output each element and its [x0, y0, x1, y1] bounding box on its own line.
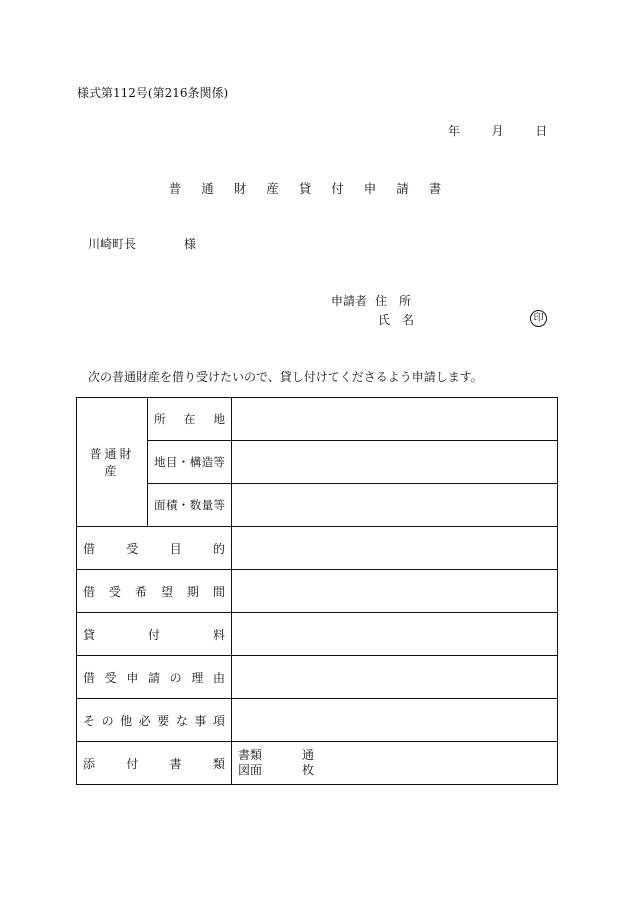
- value-period[interactable]: [232, 570, 558, 613]
- value-reason[interactable]: [232, 656, 558, 699]
- value-area-quantity[interactable]: [232, 484, 558, 527]
- table-row: [77, 613, 558, 656]
- application-statement: 次の普通財産を借り受けたいので、貸し付けてくださるよう申請します。: [88, 370, 483, 384]
- value-fee[interactable]: [232, 613, 558, 656]
- attachment-documents: 書類 通: [238, 748, 315, 762]
- attachment-drawings: 図面 枚: [238, 763, 315, 777]
- applicant-address-label: 住 所: [375, 294, 412, 308]
- label-purpose: 借受目的: [77, 527, 232, 570]
- table-row: [77, 398, 558, 441]
- value-other[interactable]: [232, 699, 558, 742]
- value-purpose[interactable]: [232, 527, 558, 570]
- addressee-name: 川崎町長: [88, 237, 137, 251]
- label-period: 借受希望期間: [77, 570, 232, 613]
- group-label: 普通財産: [77, 398, 148, 527]
- table-row: [77, 484, 558, 527]
- application-table: [76, 397, 558, 785]
- applicant-address-row: [331, 292, 411, 309]
- document-title: 普通財産貸付申請書: [168, 181, 462, 196]
- seal-mark: 印: [530, 310, 547, 327]
- date-day: 日: [535, 124, 548, 138]
- value-land-structure[interactable]: [232, 441, 558, 484]
- sub-label-land-structure: 地目・構造等: [148, 441, 232, 484]
- value-location[interactable]: [232, 398, 558, 441]
- label-fee: 貸付料: [77, 613, 232, 656]
- applicant-name-label: 氏 名: [378, 313, 415, 327]
- table-row: [77, 742, 558, 785]
- label-other: その他必要な事項: [77, 699, 232, 742]
- date-month: 月: [491, 124, 504, 138]
- sub-label-location: 所在地: [148, 398, 232, 441]
- table-row: [77, 570, 558, 613]
- applicant-role: 申請者: [331, 294, 368, 308]
- addressee-honorific: 様: [184, 237, 197, 251]
- label-attachments: 添付書類: [77, 742, 232, 785]
- label-reason: 借受申請の理由: [77, 656, 232, 699]
- table-row: [77, 441, 558, 484]
- table-row: [77, 527, 558, 570]
- table-row: [77, 656, 558, 699]
- date-year: 年: [448, 124, 461, 138]
- form-number: 様式第112号(第216条関係): [77, 86, 229, 100]
- addressee: [88, 235, 196, 252]
- value-attachments[interactable]: [232, 742, 558, 785]
- table-row: [77, 699, 558, 742]
- date-line: [448, 122, 547, 139]
- sub-label-area-quantity: 面積・数量等: [148, 484, 232, 527]
